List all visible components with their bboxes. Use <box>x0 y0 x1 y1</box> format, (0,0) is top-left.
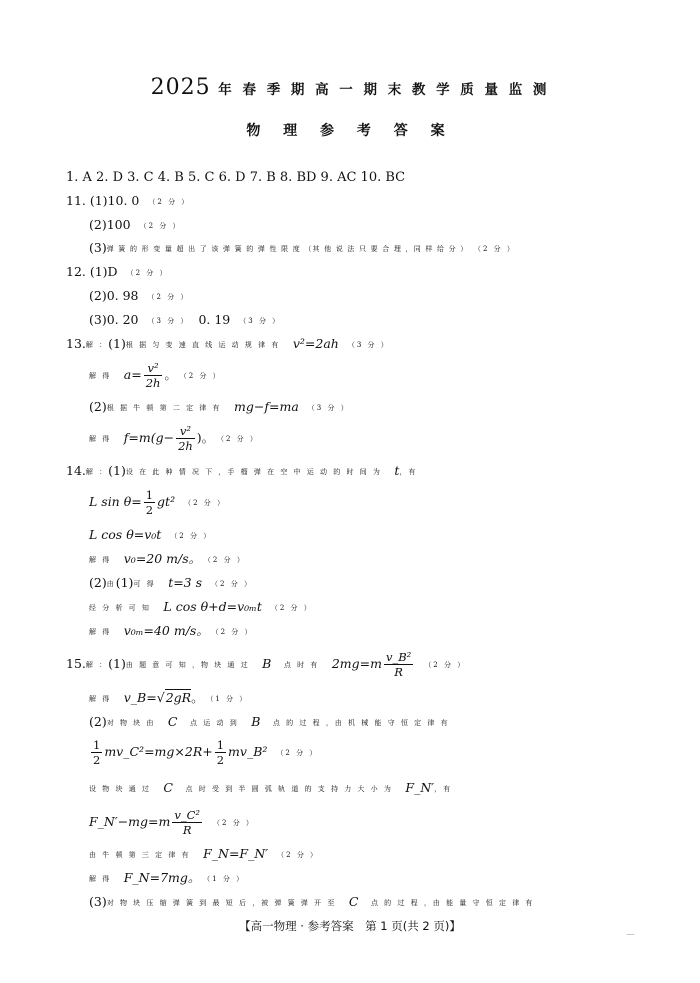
q12-line-1: 12. (1)D （2 分 ） <box>66 264 169 279</box>
fraction: $\frac{\text{v²}}{2h}$ <box>178 424 193 453</box>
q15-line-9: (3)对 物 块 压 缩 弹 簧 到 最 短 后 ，被 弹 簧 弹 开 至 C 点 的 过 程 ，由 能 量 守 恒 定 律 有 <box>89 894 535 909</box>
fraction: $\frac{\text{v\_C²}}{R}$ <box>174 808 201 837</box>
q14-line-6: 经 分 析 可 知 L cos θ+d=v₀ₘt （2 分 ） <box>89 599 313 614</box>
q11-line-3: (3)弹 簧 的 形 变 量 超 出 了 该 弹 簧 的 弹 性 限 度 （其 他 说 法 只 要 合 理 ，同 样 给 分 ） （2 分 ） <box>89 240 516 255</box>
q13-line-4: 解 得 f=m(g− $\frac{\text{v²}}{2h}$ )。 （2 分 ） <box>89 424 259 453</box>
q15-line-3: (2)对 物 块 由 C 点 运 动 到 B 点 的 过 程 ，由 机 械 能 守 恒 定 律 有 <box>89 714 450 729</box>
q14-line-4: 解 得 v₀=20 m/s。 （2 分 ） <box>89 551 246 566</box>
fraction: $\frac{1}{2}$ <box>93 738 101 767</box>
q15-line-1: 15.解 ：(1)由 题 意 可 知 ，物 块 通 过 B 点 时 有 2mg=m $\frac{\text{v\_B²}}{R}$ （2 分 ） <box>66 650 467 679</box>
fraction: $\frac{1}{2}$ <box>145 488 154 517</box>
exam-title-text: 年 春 季 期 高 一 期 末 教 学 质 量 监 测 <box>218 82 550 98</box>
q14-line-2: L sin θ= $\frac{1}{2}$ gt² （2 分 ） <box>89 488 227 517</box>
q15-line-2: 解 得 v_B=√2gR。 （1 分 ） <box>89 690 249 705</box>
q12-line-2: (2)0. 98 （2 分 ） <box>89 288 190 303</box>
q15-line-4: $\frac{1}{2}$ mv_C²=mg×2R+ $\frac{1}{2}$ mv_B² （2 分 ） <box>93 738 319 767</box>
q15-line-7: 由 牛 顿 第 三 定 律 有 F_N=F_N′ （2 分 ） <box>89 846 320 861</box>
q14-line-3: L cos θ=v₀t （2 分 ） <box>89 527 213 542</box>
q14-line-1: 14.解 ：(1)设 在 此 种 情 况 下 ，手 榴 弹 在 空 中 运 动 的 时 间 为 t，有 <box>66 463 418 478</box>
q14-line-5: (2)由(1)可 得 t=3 s （2 分 ） <box>89 575 253 590</box>
page-footer: 【高一物理 · 参考答案 第 1 页(共 2 页)】 <box>239 919 461 933</box>
q15-line-8: 解 得 F_N=7mg。 （1 分 ） <box>89 870 246 885</box>
mc-answers: 1. A 2. D 3. C 4. B 5. C 6. D 7. B 8. BD 9. AC 10. BC <box>66 170 406 185</box>
exam-title <box>0 75 700 100</box>
q13-line-3: (2)根 据 牛 顿 第 二 定 律 有 mg−f=ma （3 分 ） <box>89 399 350 414</box>
corner-mark: — <box>626 930 635 940</box>
fraction: $\frac{\text{v\_B²}}{R}$ <box>385 650 412 679</box>
exam-year: 2025 <box>150 75 211 100</box>
q15-line-5: 设 物 块 通 过 C 点 时 受 到 半 圆 弧 轨 道 的 支 持 力 大 小 为 F_N′，有 <box>89 780 453 795</box>
fraction: $\frac{\text{v²}}{2h}$ <box>145 361 161 390</box>
fraction: $\frac{1}{2}$ <box>216 738 225 767</box>
q13-line-2: 解 得 a= $\frac{\text{v²}}{2h}$ 。 （2 分 ） <box>89 361 222 390</box>
q11-line-2: (2)100 （2 分 ） <box>89 217 182 232</box>
q14-line-7: 解 得 v₀ₘ=40 m/s。 （2 分 ） <box>89 623 254 638</box>
exam-subtitle: 物 理 参 考 答 案 <box>246 123 454 139</box>
q11-line-1: 11. (1)10. 0 （2 分 ） <box>66 193 191 208</box>
q12-line-3: (3)0. 20 （3 分 ） 0. 19 （3 分 ） <box>89 312 282 327</box>
q15-line-6: F_N′−mg=m $\frac{\text{v\_C²}}{R}$ （2 分 ） <box>89 808 255 837</box>
q13-line-1: 13.解 ：(1)根 据 匀 变 速 直 线 运 动 规 律 有 v²=2ah （3 分 ） <box>66 336 390 351</box>
